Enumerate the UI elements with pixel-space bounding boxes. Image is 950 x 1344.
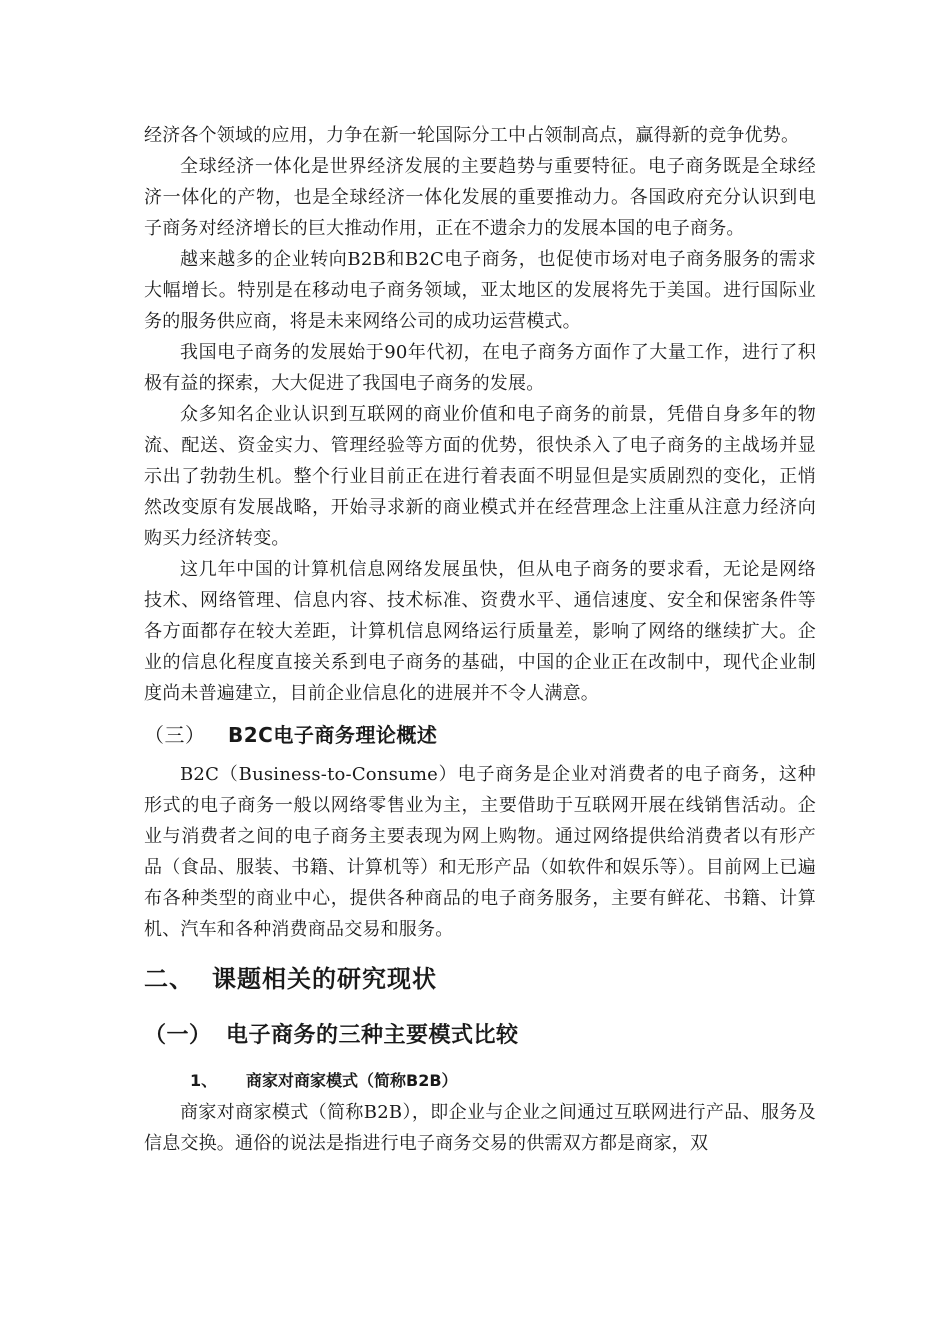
section-title: 电子商务的三种主要模式比较 bbox=[226, 1023, 519, 1048]
chapter-number: 二、 bbox=[144, 965, 194, 993]
subsection-heading bbox=[190, 1067, 816, 1095]
body-paragraph: 经济各个领域的应用，力争在新一轮国际分工中占领制高点，赢得新的竞争优势。 bbox=[144, 125, 800, 146]
document-page bbox=[144, 120, 816, 1159]
subsection-title: 商家对商家模式（简称B2B） bbox=[246, 1071, 458, 1090]
body-paragraph: 越来越多的企业转向B2B和B2C电子商务，也促使市场对电子商务服务的需求大幅增长。特别是在移动电子商务领域，亚太地区的发展将先于美国。进行国际业务的服务供应商，将是未来网络公司的成功运营模式。 bbox=[144, 249, 816, 332]
body-paragraph: 我国电子商务的发展始于90年代初，在电子商务方面作了大量工作，进行了积极有益的探索，大大促进了我国电子商务的发展。 bbox=[144, 342, 816, 394]
body-paragraph: 众多知名企业认识到互联网的商业价值和电子商务的前景，凭借自身多年的物流、配送、资金实力、管理经验等方面的优势，很快杀入了电子商务的主战场并显示出了勃勃生机。整个行业目前正在进行着表面不明显但是实质剧烈的变化，正悄然改变原有发展战略，开始寻求新的商业模式并在经营理念上注重从注意力经济向购买力经济转变。 bbox=[144, 404, 816, 549]
chapter-heading bbox=[144, 961, 816, 997]
body-paragraph: 这几年中国的计算机信息网络发展虽快，但从电子商务的要求看，无论是网络技术、网络管理、信息内容、技术标准、资费水平、通信速度、安全和保密条件等各方面都存在较大差距，计算机信息网络运行质量差，影响了网络的继续扩大。企业的信息化程度直接关系到电子商务的基础，中国的企业正在改制中，现代企业制度尚未普遍建立，目前企业信息化的进展并不令人满意。 bbox=[144, 559, 816, 704]
section-heading-b2c bbox=[144, 719, 816, 751]
body-paragraph: 商家对商家模式（简称B2B），即企业与企业之间通过互联网进行产品、服务及信息交换。通俗的说法是指进行电子商务交易的供需双方都是商家，双 bbox=[144, 1102, 816, 1154]
section-number: （一） bbox=[144, 1023, 212, 1048]
section-title: B2C电子商务理论概述 bbox=[228, 723, 438, 747]
subsection-number: 1、 bbox=[190, 1071, 218, 1090]
section-number: （三） bbox=[144, 723, 206, 747]
section-heading bbox=[144, 1019, 816, 1053]
chapter-title: 课题相关的研究现状 bbox=[212, 965, 437, 993]
body-paragraph: 全球经济一体化是世界经济发展的主要趋势与重要特征。电子商务既是全球经济一体化的产物，也是全球经济一体化发展的重要推动力。各国政府充分认识到电子商务对经济增长的巨大推动作用，正在不遗余力的发展本国的电子商务。 bbox=[144, 156, 816, 239]
body-paragraph: B2C（Business-to-Consume）电子商务是企业对消费者的电子商务，这种形式的电子商务一般以网络零售业为主，主要借助于互联网开展在线销售活动。企业与消费者之间的电子商务主要表现为网上购物。通过网络提供给消费者以有形产品（食品、服装、书籍、计算机等）和无形产品（如软件和娱乐等）。目前网上已遍布各种类型的商业中心，提供各种商品的电子商务服务，主要有鲜花、书籍、计算机、汽车和各种消费商品交易和服务。 bbox=[144, 764, 816, 940]
